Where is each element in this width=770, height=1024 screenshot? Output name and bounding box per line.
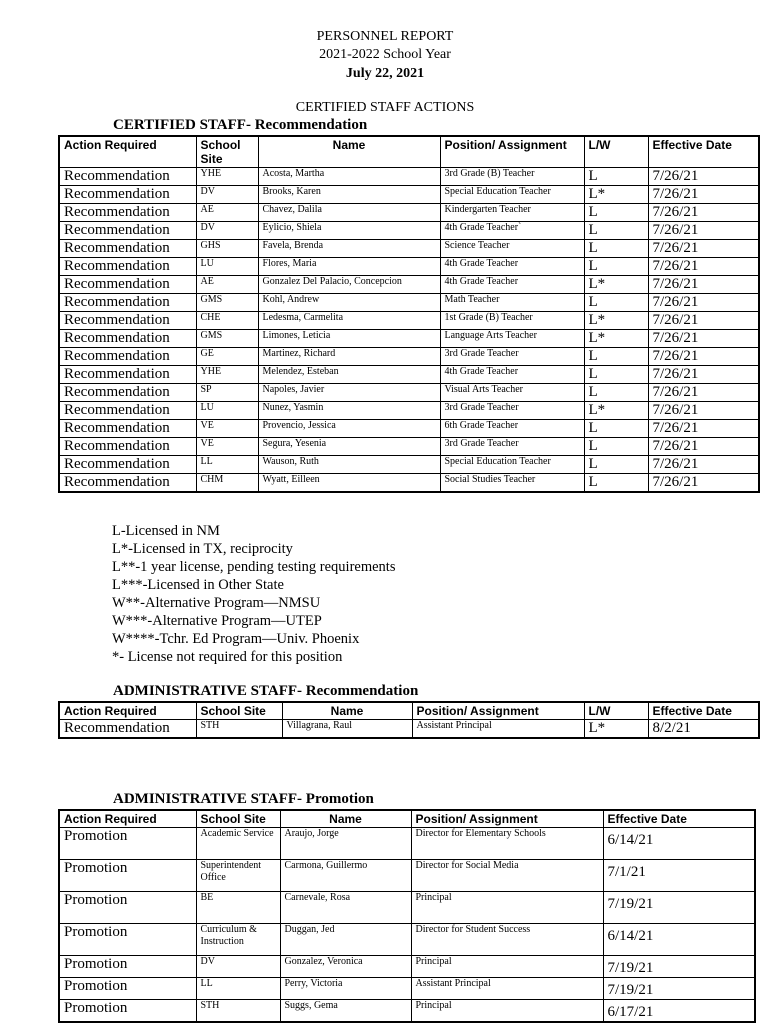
cell-lw: L: [584, 222, 648, 240]
cell-school-site: YHE: [196, 168, 258, 186]
table-row: [59, 892, 755, 924]
table-row: [59, 420, 759, 438]
table-row: [59, 366, 759, 384]
cell-action-required: Recommendation: [59, 402, 196, 420]
cell-school-site: LL: [196, 978, 280, 1000]
cell-school-site: GHS: [196, 240, 258, 258]
admin-promotion-table: [58, 809, 756, 1023]
cell-effective-date: 7/26/21: [648, 402, 759, 420]
cell-action-required: Recommendation: [59, 474, 196, 493]
table-row: [59, 474, 759, 493]
cell-position: 1st Grade (B) Teacher: [440, 312, 584, 330]
cell-name: Villagrana, Raul: [282, 720, 412, 739]
cell-name: Araujo, Jorge: [280, 828, 411, 860]
cell-action-required: Recommendation: [59, 222, 196, 240]
cell-position: Director for Social Media: [411, 860, 603, 892]
cell-action-required: Recommendation: [59, 312, 196, 330]
cell-effective-date: 7/26/21: [648, 330, 759, 348]
table-row: [59, 222, 759, 240]
cell-effective-date: 8/2/21: [648, 720, 759, 739]
cell-effective-date: 7/26/21: [648, 420, 759, 438]
cell-school-site: DV: [196, 186, 258, 204]
cell-effective-date: 7/26/21: [648, 312, 759, 330]
cell-lw: L*: [584, 276, 648, 294]
table-row: [59, 294, 759, 312]
cell-effective-date: 7/26/21: [648, 438, 759, 456]
cell-action-required: Promotion: [59, 924, 196, 956]
school-year: 2021-2022 School Year: [319, 47, 451, 62]
cell-position: Director for Student Success: [411, 924, 603, 956]
cell-position: Kindergarten Teacher: [440, 204, 584, 222]
cell-position: 3rd Grade Teacher: [440, 348, 584, 366]
legend-item: W***-Alternative Program—UTEP: [112, 613, 322, 629]
cell-name: Limones, Leticia: [258, 330, 440, 348]
cell-name: Eylicio, Shiela: [258, 222, 440, 240]
cell-lw: L: [584, 204, 648, 222]
cell-action-required: Recommendation: [59, 276, 196, 294]
report-title: PERSONNEL REPORT: [316, 29, 454, 44]
cell-name: Wauson, Ruth: [258, 456, 440, 474]
col-effective-date: Effective Date: [603, 810, 755, 828]
col-name: Name: [280, 810, 411, 828]
col-school-site: School Site: [196, 810, 280, 828]
table-row: [59, 402, 759, 420]
cell-position: 4th Grade Teacher`: [440, 222, 584, 240]
cell-action-required: Promotion: [59, 1000, 196, 1023]
cell-name: Melendez, Esteban: [258, 366, 440, 384]
cell-school-site: LU: [196, 402, 258, 420]
cell-action-required: Promotion: [59, 956, 196, 978]
license-legend: [112, 522, 395, 666]
cell-school-site: STH: [196, 1000, 280, 1023]
col-position: Position/ Assignment: [412, 702, 584, 720]
cell-action-required: Recommendation: [59, 258, 196, 276]
legend-item: L***-Licensed in Other State: [112, 577, 284, 593]
table-row: [59, 168, 759, 186]
cell-action-required: Recommendation: [59, 384, 196, 402]
cell-effective-date: 6/14/21: [603, 828, 755, 860]
cell-lw: L: [584, 366, 648, 384]
table-row: [59, 438, 759, 456]
cell-action-required: Recommendation: [59, 420, 196, 438]
admin-promotion-title: ADMINISTRATIVE STAFF- Promotion: [113, 791, 374, 807]
table-row: [59, 924, 755, 956]
cell-position: 3rd Grade Teacher: [440, 438, 584, 456]
table-header-row: [59, 702, 759, 720]
cell-lw: L: [584, 240, 648, 258]
cell-school-site: Academic Service: [196, 828, 280, 860]
legend-item: L-Licensed in NM: [112, 523, 220, 539]
cell-position: Principal: [411, 1000, 603, 1023]
cell-lw: L: [584, 420, 648, 438]
table-row: [59, 978, 755, 1000]
cell-position: Assistant Principal: [412, 720, 584, 739]
legend-item: W**-Alternative Program—NMSU: [112, 595, 321, 611]
cell-lw: L*: [584, 186, 648, 204]
cell-action-required: Recommendation: [59, 204, 196, 222]
cell-effective-date: 7/26/21: [648, 222, 759, 240]
cell-effective-date: 7/26/21: [648, 384, 759, 402]
cell-lw: L*: [584, 330, 648, 348]
cell-name: Gonzalez, Veronica: [280, 956, 411, 978]
report-date: July 22, 2021: [345, 66, 425, 81]
col-action-required: Action Required: [59, 702, 196, 720]
cell-position: Principal: [411, 956, 603, 978]
cell-school-site: VE: [196, 438, 258, 456]
col-lw: L/W: [584, 702, 648, 720]
cell-school-site: DV: [196, 222, 258, 240]
cell-position: Science Teacher: [440, 240, 584, 258]
table-row: [59, 348, 759, 366]
cell-action-required: Recommendation: [59, 366, 196, 384]
cell-position: Language Arts Teacher: [440, 330, 584, 348]
col-action-required: Action Required: [59, 136, 196, 168]
certified-staff-title: CERTIFIED STAFF- Recommendation: [113, 117, 368, 133]
legend-item: W****-Tchr. Ed Program—Univ. Phoenix: [112, 631, 360, 647]
cell-action-required: Recommendation: [59, 240, 196, 258]
cell-lw: L: [584, 294, 648, 312]
cell-school-site: LL: [196, 456, 258, 474]
cell-effective-date: 7/19/21: [603, 956, 755, 978]
cell-lw: L: [584, 384, 648, 402]
table-row: [59, 258, 759, 276]
cell-name: Carnevale, Rosa: [280, 892, 411, 924]
cell-action-required: Promotion: [59, 860, 196, 892]
table-row: [59, 828, 755, 860]
cell-name: Nunez, Yasmin: [258, 402, 440, 420]
col-name: Name: [282, 702, 412, 720]
table-row: [59, 276, 759, 294]
table-row: [59, 1000, 755, 1023]
col-action-required: Action Required: [59, 810, 196, 828]
cell-name: Segura, Yesenia: [258, 438, 440, 456]
admin-recommendation-table: [58, 701, 760, 739]
cell-action-required: Recommendation: [59, 330, 196, 348]
col-lw: L/W: [584, 136, 648, 168]
cell-position: 4th Grade Teacher: [440, 258, 584, 276]
cell-name: Favela, Brenda: [258, 240, 440, 258]
cell-name: Perry, Victoria: [280, 978, 411, 1000]
cell-lw: L*: [584, 720, 648, 739]
cell-effective-date: 7/26/21: [648, 258, 759, 276]
cell-position: 3rd Grade (B) Teacher: [440, 168, 584, 186]
cell-action-required: Recommendation: [59, 168, 196, 186]
cell-name: Wyatt, Eilleen: [258, 474, 440, 493]
cell-name: Acosta, Martha: [258, 168, 440, 186]
table-header-row: [59, 810, 755, 828]
cell-school-site: Curriculum & Instruction: [196, 924, 280, 956]
cell-name: Carmona, Guillermo: [280, 860, 411, 892]
cell-action-required: Recommendation: [59, 186, 196, 204]
legend-item: L*-Licensed in TX, reciprocity: [112, 541, 293, 557]
cell-effective-date: 7/1/21: [603, 860, 755, 892]
table-row: [59, 384, 759, 402]
cell-action-required: Recommendation: [59, 720, 196, 739]
cell-position: 4th Grade Teacher: [440, 366, 584, 384]
cell-school-site: SP: [196, 384, 258, 402]
cell-effective-date: 7/19/21: [603, 892, 755, 924]
cell-effective-date: 6/14/21: [603, 924, 755, 956]
table-row: [59, 204, 759, 222]
cell-school-site: GMS: [196, 294, 258, 312]
cell-effective-date: 7/26/21: [648, 366, 759, 384]
cell-name: Gonzalez Del Palacio, Concepcion: [258, 276, 440, 294]
cell-lw: L*: [584, 402, 648, 420]
cell-effective-date: 7/26/21: [648, 456, 759, 474]
cell-effective-date: 7/26/21: [648, 474, 759, 493]
cell-action-required: Promotion: [59, 978, 196, 1000]
cell-school-site: DV: [196, 956, 280, 978]
legend-item: *- License not required for this position: [112, 649, 343, 665]
cell-school-site: CHE: [196, 312, 258, 330]
cell-position: Social Studies Teacher: [440, 474, 584, 493]
cell-lw: L: [584, 438, 648, 456]
cell-position: Special Education Teacher: [440, 456, 584, 474]
cell-action-required: Recommendation: [59, 438, 196, 456]
certified-staff-table: [58, 135, 760, 493]
cell-effective-date: 7/26/21: [648, 204, 759, 222]
col-school-site: School Site: [196, 702, 282, 720]
cell-name: Chavez, Dalila: [258, 204, 440, 222]
cell-school-site: GE: [196, 348, 258, 366]
cell-name: Provencio, Jessica: [258, 420, 440, 438]
section-heading: CERTIFIED STAFF ACTIONS: [295, 100, 475, 115]
cell-effective-date: 7/26/21: [648, 294, 759, 312]
cell-action-required: Promotion: [59, 892, 196, 924]
cell-school-site: CHM: [196, 474, 258, 493]
table-header-row: [59, 136, 759, 168]
col-school-site: School Site: [196, 136, 258, 168]
cell-name: Suggs, Gema: [280, 1000, 411, 1023]
table-row: [59, 186, 759, 204]
cell-position: Special Education Teacher: [440, 186, 584, 204]
cell-effective-date: 7/19/21: [603, 978, 755, 1000]
cell-action-required: Recommendation: [59, 294, 196, 312]
table-row: [59, 330, 759, 348]
cell-action-required: Promotion: [59, 828, 196, 860]
cell-effective-date: 7/26/21: [648, 348, 759, 366]
cell-name: Flores, Maria: [258, 258, 440, 276]
cell-position: Principal: [411, 892, 603, 924]
cell-school-site: Superintendent Office: [196, 860, 280, 892]
table-row: [59, 312, 759, 330]
cell-lw: L: [584, 168, 648, 186]
cell-school-site: GMS: [196, 330, 258, 348]
table-row: [59, 456, 759, 474]
cell-position: 4th Grade Teacher: [440, 276, 584, 294]
cell-school-site: STH: [196, 720, 282, 739]
table-row: [59, 720, 759, 739]
cell-name: Brooks, Karen: [258, 186, 440, 204]
cell-position: Director for Elementary Schools: [411, 828, 603, 860]
col-name: Name: [258, 136, 440, 168]
cell-lw: L: [584, 474, 648, 493]
cell-lw: L: [584, 348, 648, 366]
table-row: [59, 956, 755, 978]
legend-item: L**-1 year license, pending testing requirements: [112, 559, 396, 575]
col-position: Position/ Assignment: [411, 810, 603, 828]
col-effective-date: Effective Date: [648, 136, 759, 168]
cell-school-site: VE: [196, 420, 258, 438]
col-effective-date: Effective Date: [648, 702, 759, 720]
cell-name: Martinez, Richard: [258, 348, 440, 366]
cell-lw: L: [584, 456, 648, 474]
cell-effective-date: 7/26/21: [648, 276, 759, 294]
table-row: [59, 240, 759, 258]
cell-school-site: BE: [196, 892, 280, 924]
cell-school-site: AE: [196, 204, 258, 222]
cell-name: Duggan, Jed: [280, 924, 411, 956]
cell-position: Visual Arts Teacher: [440, 384, 584, 402]
cell-effective-date: 7/26/21: [648, 168, 759, 186]
col-position: Position/ Assignment: [440, 136, 584, 168]
cell-name: Ledesma, Carmelita: [258, 312, 440, 330]
admin-recommendation-title: ADMINISTRATIVE STAFF- Recommendation: [113, 683, 419, 699]
cell-name: Kohl, Andrew: [258, 294, 440, 312]
cell-action-required: Recommendation: [59, 456, 196, 474]
cell-position: Math Teacher: [440, 294, 584, 312]
cell-action-required: Recommendation: [59, 348, 196, 366]
cell-lw: L: [584, 258, 648, 276]
cell-name: Napoles, Javier: [258, 384, 440, 402]
cell-lw: L*: [584, 312, 648, 330]
cell-school-site: YHE: [196, 366, 258, 384]
cell-position: Assistant Principal: [411, 978, 603, 1000]
cell-effective-date: 6/17/21: [603, 1000, 755, 1023]
cell-effective-date: 7/26/21: [648, 240, 759, 258]
cell-school-site: AE: [196, 276, 258, 294]
cell-effective-date: 7/26/21: [648, 186, 759, 204]
cell-school-site: LU: [196, 258, 258, 276]
table-row: [59, 860, 755, 892]
cell-position: 6th Grade Teacher: [440, 420, 584, 438]
cell-position: 3rd Grade Teacher: [440, 402, 584, 420]
